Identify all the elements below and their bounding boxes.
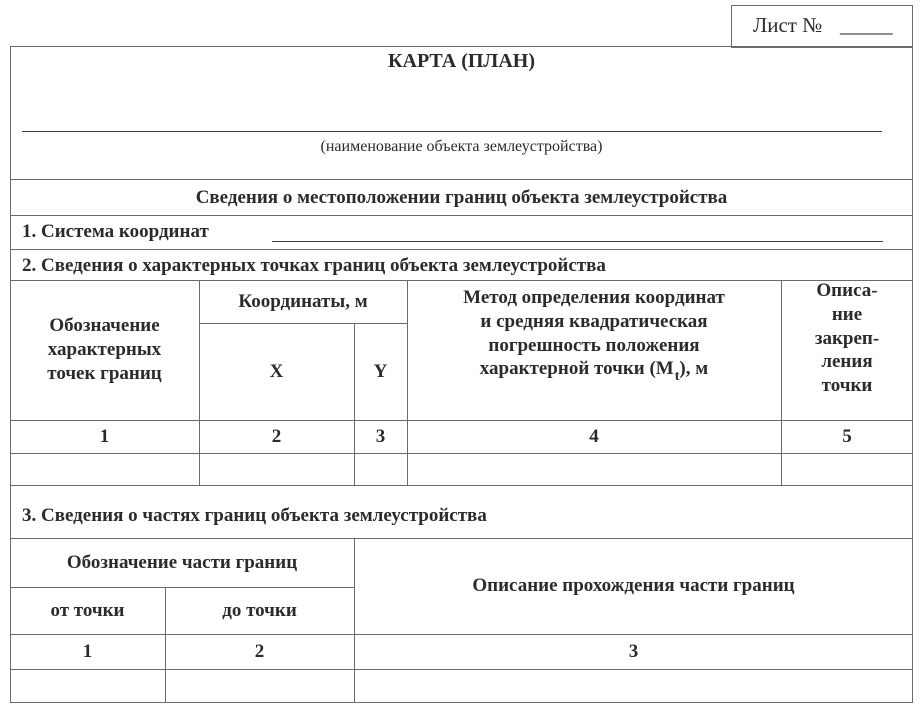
header-point-description-clip xyxy=(781,281,913,419)
header-x: X xyxy=(269,360,284,382)
row-line xyxy=(10,485,913,486)
header-part-designation: Обозначение части границ xyxy=(66,551,298,573)
col-number: 1 xyxy=(99,425,110,447)
object-name-caption: (наименование объекта землеустройства) xyxy=(320,138,603,155)
header-coordinates: Координаты, м xyxy=(238,290,368,312)
col-number: 3 xyxy=(628,640,639,662)
col-number: 2 xyxy=(254,640,265,662)
col-number: 2 xyxy=(271,425,282,447)
divider xyxy=(10,249,913,250)
object-name-line[interactable] xyxy=(22,131,882,132)
header-method: Метод определения координат и средняя квадратическая погрешность положения характерной точки $(M_t)$, м xyxy=(463,287,725,385)
header-part-description: Описание прохождения части границ xyxy=(472,575,795,597)
coordinate-system-line[interactable] xyxy=(272,241,883,242)
section-title: Сведения о местоположении границ объекта землеустройства xyxy=(195,187,728,208)
table-row[interactable] xyxy=(10,669,913,702)
col-number: 3 xyxy=(375,425,386,447)
col-number: 1 xyxy=(82,640,93,662)
col-number: 5 xyxy=(842,425,852,447)
header-y: Y xyxy=(373,360,388,382)
col-number: 4 xyxy=(589,425,599,447)
header-point-description: Описа- ние закреп- ления точки xyxy=(814,281,880,396)
header-to-point: до точки xyxy=(222,599,297,621)
divider xyxy=(10,215,913,216)
header-point-designation: Обозначение характерных точек границ xyxy=(47,315,162,384)
section-3-title: 3. Сведения о частях границ объекта землеустройства xyxy=(22,505,487,526)
sheet-number-field[interactable]: _____ xyxy=(840,13,893,37)
sheet-number-label: Лист № xyxy=(753,13,823,37)
section-2-title: 2. Сведения о характерных точках границ объекта землеустройства xyxy=(22,255,606,276)
coordinate-system-label: 1. Система координат xyxy=(22,221,209,242)
table-row[interactable] xyxy=(10,453,913,485)
divider xyxy=(10,179,913,180)
form-title: КАРТА (ПЛАН) xyxy=(388,50,535,72)
header-from-point: от точки xyxy=(50,599,125,621)
